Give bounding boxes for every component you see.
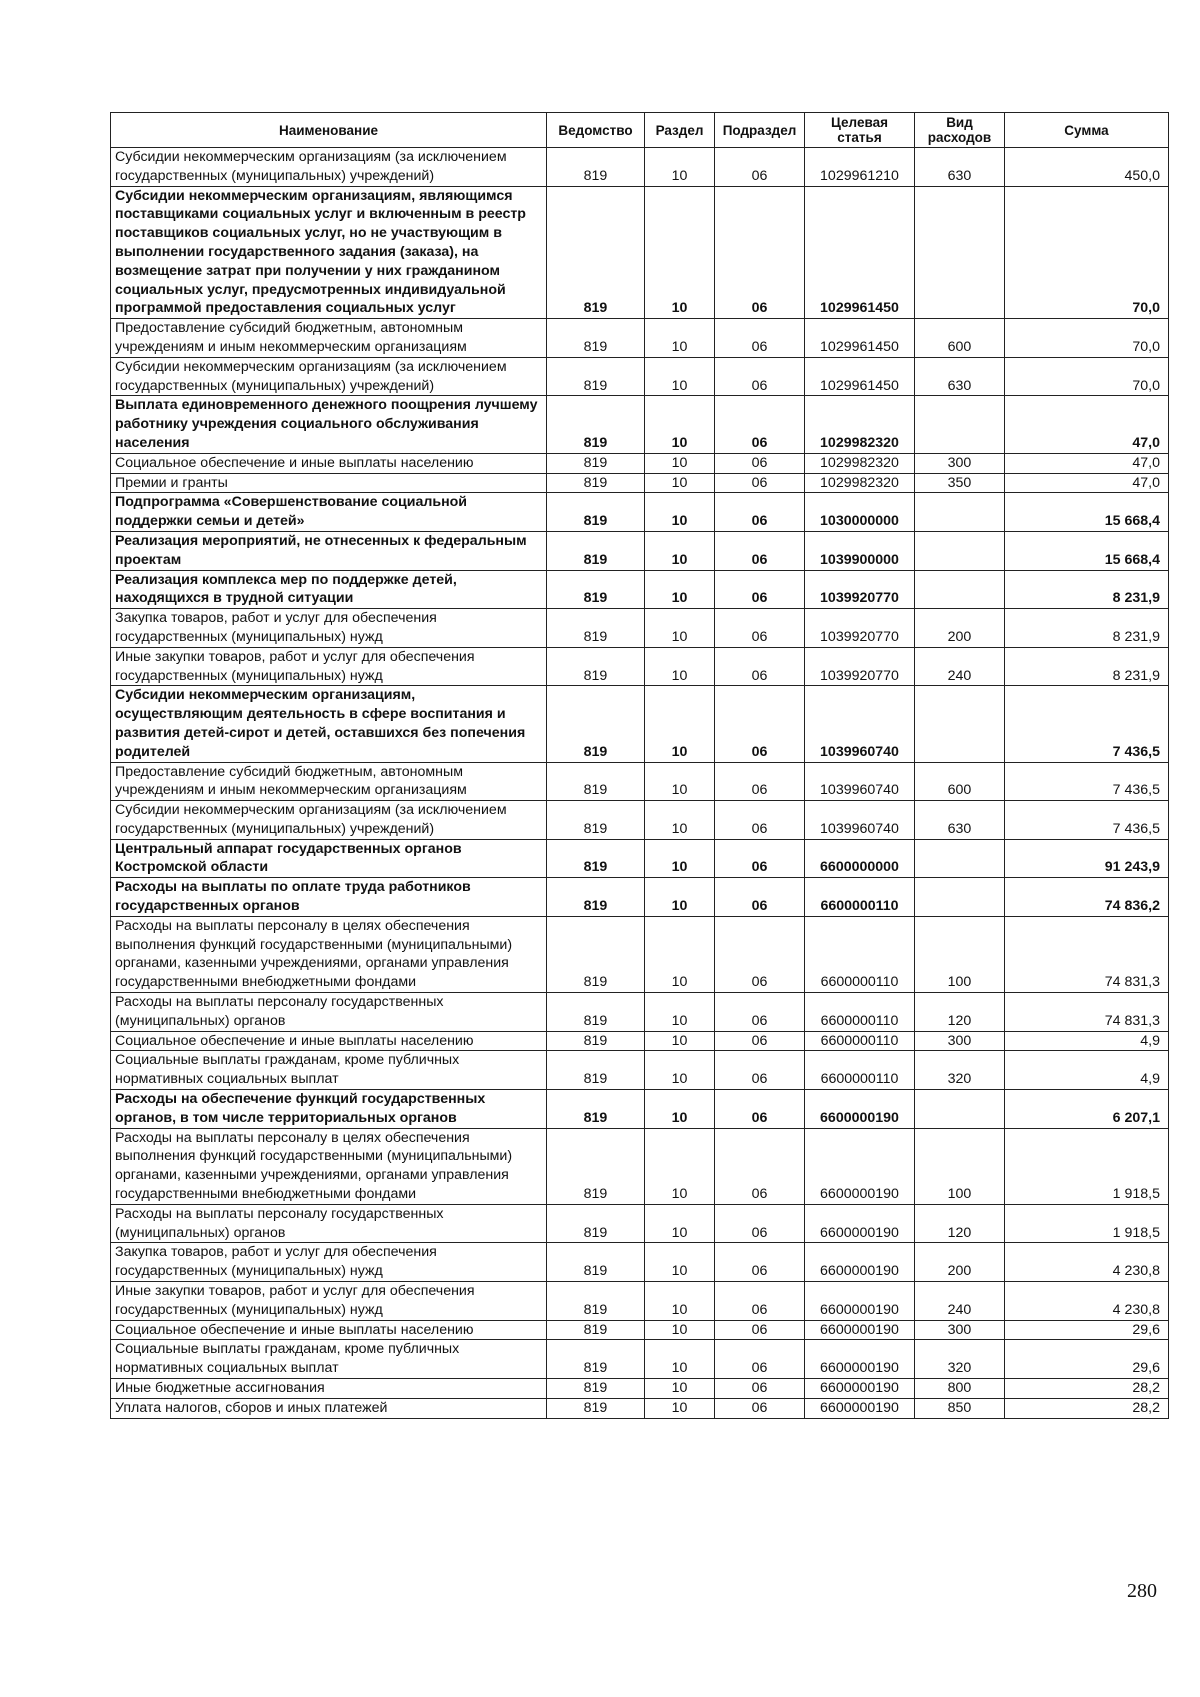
cell-vid-rashodov	[915, 493, 1005, 532]
table-row	[111, 1379, 1169, 1399]
table-row	[111, 531, 1169, 570]
cell-name: Премии и гранты	[111, 473, 547, 493]
cell-vid-rashodov	[915, 186, 1005, 319]
cell-razdel: 10	[645, 1398, 715, 1418]
cell-name: Социальное обеспечение и иные выплаты населению	[111, 453, 547, 473]
cell-vid-rashodov: 300	[915, 1031, 1005, 1051]
table-row	[111, 1031, 1169, 1051]
cell-celevaya-statya: 1029961450	[805, 357, 915, 396]
cell-vedomstvo: 819	[547, 1128, 645, 1204]
cell-name: Иные бюджетные ассигнования	[111, 1379, 547, 1399]
cell-name: Закупка товаров, работ и услуг для обеспечения государственных (муниципальных) нужд	[111, 1243, 547, 1282]
cell-name: Расходы на выплаты персоналу в целях обеспечения выполнения функций государственными (муниципальными) органами, казенными учреждениями, органами управления государственными внебюджетными фондами	[111, 1128, 547, 1204]
cell-name: Социальное обеспечение и иные выплаты населению	[111, 1320, 547, 1340]
cell-name: Субсидии некоммерческим организациям, являющимся поставщиками социальных услуг и включенным в реестр поставщиков социальных услуг, но не участвующим в выполнении государственного задания (заказа), на возмещение затрат при получении у них гражданином социальных услуг, предусмотренных индивидуальной программой предоставления социальных услуг	[111, 186, 547, 319]
cell-vedomstvo: 819	[547, 493, 645, 532]
table-row	[111, 801, 1169, 840]
cell-celevaya-statya: 1039920770	[805, 647, 915, 686]
cell-name: Расходы на выплаты персоналу в целях обеспечения выполнения функций государственными (муниципальными) органами, казенными учреждениями, органами управления государственными внебюджетными фондами	[111, 916, 547, 992]
cell-vedomstvo: 819	[547, 993, 645, 1032]
cell-vid-rashodov: 850	[915, 1398, 1005, 1418]
cell-podrazdel: 06	[715, 1320, 805, 1340]
cell-vid-rashodov: 350	[915, 473, 1005, 493]
cell-summa: 8 231,9	[1005, 647, 1169, 686]
cell-razdel: 10	[645, 1379, 715, 1399]
cell-vedomstvo: 819	[547, 1282, 645, 1321]
cell-vedomstvo: 819	[547, 916, 645, 992]
cell-vid-rashodov	[915, 1090, 1005, 1129]
cell-razdel: 10	[645, 878, 715, 917]
cell-vedomstvo: 819	[547, 186, 645, 319]
table-row	[111, 686, 1169, 762]
cell-razdel: 10	[645, 493, 715, 532]
cell-vid-rashodov	[915, 686, 1005, 762]
cell-celevaya-statya: 6600000190	[805, 1204, 915, 1243]
cell-vid-rashodov: 240	[915, 1282, 1005, 1321]
cell-summa: 70,0	[1005, 319, 1169, 358]
cell-podrazdel: 06	[715, 1051, 805, 1090]
cell-summa: 4 230,8	[1005, 1243, 1169, 1282]
header-vid-rashodov: Вид расходов	[915, 113, 1005, 148]
cell-celevaya-statya: 1039920770	[805, 609, 915, 648]
cell-celevaya-statya: 6600000190	[805, 1243, 915, 1282]
budget-table-container	[110, 112, 1168, 1419]
cell-summa: 74 836,2	[1005, 878, 1169, 917]
page-number: 280	[1127, 1580, 1157, 1602]
cell-razdel: 10	[645, 1090, 715, 1129]
header-celevaya-statya: Целевая статья	[805, 113, 915, 148]
cell-summa: 4 230,8	[1005, 1282, 1169, 1321]
cell-summa: 28,2	[1005, 1398, 1169, 1418]
cell-razdel: 10	[645, 993, 715, 1032]
cell-name: Социальные выплаты гражданам, кроме публичных нормативных социальных выплат	[111, 1340, 547, 1379]
cell-name: Расходы на выплаты персоналу государственных (муниципальных) органов	[111, 993, 547, 1032]
cell-name: Социальное обеспечение и иные выплаты населению	[111, 1031, 547, 1051]
cell-celevaya-statya: 6600000110	[805, 916, 915, 992]
table-row	[111, 570, 1169, 609]
cell-summa: 15 668,4	[1005, 531, 1169, 570]
cell-vedomstvo: 819	[547, 1243, 645, 1282]
cell-podrazdel: 06	[715, 1340, 805, 1379]
cell-vedomstvo: 819	[547, 453, 645, 473]
cell-podrazdel: 06	[715, 493, 805, 532]
cell-vid-rashodov: 800	[915, 1379, 1005, 1399]
table-row	[111, 1128, 1169, 1204]
cell-celevaya-statya: 1030000000	[805, 493, 915, 532]
table-row	[111, 878, 1169, 917]
cell-vid-rashodov: 120	[915, 993, 1005, 1032]
cell-razdel: 10	[645, 1320, 715, 1340]
cell-podrazdel: 06	[715, 357, 805, 396]
cell-summa: 74 831,3	[1005, 993, 1169, 1032]
cell-celevaya-statya: 6600000190	[805, 1320, 915, 1340]
table-row	[111, 357, 1169, 396]
cell-podrazdel: 06	[715, 762, 805, 801]
cell-celevaya-statya: 6600000110	[805, 878, 915, 917]
cell-celevaya-statya: 1039960740	[805, 801, 915, 840]
table-row	[111, 1243, 1169, 1282]
cell-vedomstvo: 819	[547, 839, 645, 878]
cell-vid-rashodov	[915, 396, 1005, 453]
cell-name: Выплата единовременного денежного поощрения лучшему работнику учреждения социального обслуживания населения	[111, 396, 547, 453]
cell-razdel: 10	[645, 1282, 715, 1321]
cell-razdel: 10	[645, 473, 715, 493]
table-row	[111, 453, 1169, 473]
cell-summa: 6 207,1	[1005, 1090, 1169, 1129]
cell-podrazdel: 06	[715, 453, 805, 473]
cell-vedomstvo: 819	[547, 1398, 645, 1418]
cell-razdel: 10	[645, 186, 715, 319]
cell-celevaya-statya: 1029982320	[805, 473, 915, 493]
cell-vedomstvo: 819	[547, 1051, 645, 1090]
cell-vid-rashodov: 100	[915, 1128, 1005, 1204]
cell-name: Предоставление субсидий бюджетным, автономным учреждениям и иным некоммерческим организациям	[111, 762, 547, 801]
cell-vedomstvo: 819	[547, 878, 645, 917]
cell-name: Реализация комплекса мер по поддержке детей, находящихся в трудной ситуации	[111, 570, 547, 609]
table-row	[111, 762, 1169, 801]
header-podrazdel: Подраздел	[715, 113, 805, 148]
cell-vid-rashodov: 300	[915, 1320, 1005, 1340]
table-row	[111, 916, 1169, 992]
cell-summa: 450,0	[1005, 148, 1169, 187]
cell-celevaya-statya: 6600000190	[805, 1282, 915, 1321]
cell-summa: 28,2	[1005, 1379, 1169, 1399]
cell-razdel: 10	[645, 839, 715, 878]
cell-name: Закупка товаров, работ и услуг для обеспечения государственных (муниципальных) нужд	[111, 609, 547, 648]
cell-razdel: 10	[645, 531, 715, 570]
cell-razdel: 10	[645, 1031, 715, 1051]
cell-podrazdel: 06	[715, 993, 805, 1032]
cell-podrazdel: 06	[715, 1282, 805, 1321]
table-row	[111, 1340, 1169, 1379]
cell-razdel: 10	[645, 916, 715, 992]
cell-vid-rashodov: 120	[915, 1204, 1005, 1243]
cell-celevaya-statya: 1039960740	[805, 762, 915, 801]
cell-podrazdel: 06	[715, 1031, 805, 1051]
cell-name: Иные закупки товаров, работ и услуг для обеспечения государственных (муниципальных) нужд	[111, 1282, 547, 1321]
cell-razdel: 10	[645, 1128, 715, 1204]
cell-podrazdel: 06	[715, 1398, 805, 1418]
header-summa: Сумма	[1005, 113, 1169, 148]
cell-vid-rashodov: 600	[915, 319, 1005, 358]
cell-razdel: 10	[645, 396, 715, 453]
cell-vid-rashodov	[915, 839, 1005, 878]
cell-vedomstvo: 819	[547, 357, 645, 396]
cell-vedomstvo: 819	[547, 473, 645, 493]
cell-podrazdel: 06	[715, 647, 805, 686]
cell-summa: 47,0	[1005, 396, 1169, 453]
cell-vid-rashodov	[915, 570, 1005, 609]
cell-celevaya-statya: 1029982320	[805, 453, 915, 473]
table-row	[111, 1320, 1169, 1340]
cell-podrazdel: 06	[715, 801, 805, 840]
table-row	[111, 839, 1169, 878]
cell-celevaya-statya: 1029961450	[805, 186, 915, 319]
cell-razdel: 10	[645, 148, 715, 187]
cell-summa: 4,9	[1005, 1031, 1169, 1051]
cell-celevaya-statya: 6600000110	[805, 1051, 915, 1090]
cell-celevaya-statya: 6600000110	[805, 1031, 915, 1051]
cell-summa: 47,0	[1005, 473, 1169, 493]
cell-podrazdel: 06	[715, 1243, 805, 1282]
table-row	[111, 473, 1169, 493]
budget-table	[110, 112, 1169, 1419]
table-row	[111, 1204, 1169, 1243]
cell-podrazdel: 06	[715, 609, 805, 648]
cell-vid-rashodov: 630	[915, 357, 1005, 396]
cell-razdel: 10	[645, 762, 715, 801]
cell-razdel: 10	[645, 686, 715, 762]
cell-celevaya-statya: 1029961450	[805, 319, 915, 358]
cell-vedomstvo: 819	[547, 609, 645, 648]
table-row	[111, 993, 1169, 1032]
cell-summa: 7 436,5	[1005, 686, 1169, 762]
cell-razdel: 10	[645, 609, 715, 648]
cell-podrazdel: 06	[715, 1090, 805, 1129]
cell-name: Расходы на выплаты по оплате труда работников государственных органов	[111, 878, 547, 917]
cell-summa: 1 918,5	[1005, 1128, 1169, 1204]
cell-podrazdel: 06	[715, 1204, 805, 1243]
table-row	[111, 647, 1169, 686]
cell-summa: 8 231,9	[1005, 570, 1169, 609]
cell-summa: 1 918,5	[1005, 1204, 1169, 1243]
cell-celevaya-statya: 6600000190	[805, 1128, 915, 1204]
cell-razdel: 10	[645, 453, 715, 473]
cell-celevaya-statya: 6600000190	[805, 1340, 915, 1379]
cell-summa: 29,6	[1005, 1340, 1169, 1379]
header-name: Наименование	[111, 113, 547, 148]
cell-podrazdel: 06	[715, 319, 805, 358]
table-row	[111, 1090, 1169, 1129]
cell-razdel: 10	[645, 801, 715, 840]
cell-summa: 74 831,3	[1005, 916, 1169, 992]
cell-name: Субсидии некоммерческим организациям, осуществляющим деятельность в сфере воспитания и развития детей-сирот и детей, оставшихся без попечения родителей	[111, 686, 547, 762]
cell-vid-rashodov: 600	[915, 762, 1005, 801]
cell-celevaya-statya: 1039920770	[805, 570, 915, 609]
cell-razdel: 10	[645, 1051, 715, 1090]
cell-vid-rashodov: 320	[915, 1051, 1005, 1090]
cell-summa: 15 668,4	[1005, 493, 1169, 532]
table-row	[111, 148, 1169, 187]
table-row	[111, 609, 1169, 648]
cell-razdel: 10	[645, 1340, 715, 1379]
header-vedomstvo: Ведомство	[547, 113, 645, 148]
cell-summa: 4,9	[1005, 1051, 1169, 1090]
cell-razdel: 10	[645, 570, 715, 609]
cell-vedomstvo: 819	[547, 1379, 645, 1399]
cell-vid-rashodov: 240	[915, 647, 1005, 686]
cell-vedomstvo: 819	[547, 1320, 645, 1340]
table-row	[111, 319, 1169, 358]
cell-vid-rashodov: 200	[915, 609, 1005, 648]
table-row	[111, 1398, 1169, 1418]
cell-vedomstvo: 819	[547, 647, 645, 686]
cell-vid-rashodov	[915, 878, 1005, 917]
cell-name: Центральный аппарат государственных органов Костромской области	[111, 839, 547, 878]
cell-podrazdel: 06	[715, 473, 805, 493]
cell-name: Реализация мероприятий, не отнесенных к федеральным проектам	[111, 531, 547, 570]
cell-summa: 8 231,9	[1005, 609, 1169, 648]
cell-vedomstvo: 819	[547, 1340, 645, 1379]
cell-celevaya-statya: 6600000190	[805, 1398, 915, 1418]
cell-vid-rashodov: 100	[915, 916, 1005, 992]
table-row	[111, 1051, 1169, 1090]
table-header-row	[111, 113, 1169, 148]
cell-vid-rashodov: 200	[915, 1243, 1005, 1282]
cell-celevaya-statya: 6600000000	[805, 839, 915, 878]
table-row	[111, 1282, 1169, 1321]
cell-vedomstvo: 819	[547, 148, 645, 187]
cell-summa: 7 436,5	[1005, 762, 1169, 801]
cell-podrazdel: 06	[715, 878, 805, 917]
cell-vedomstvo: 819	[547, 762, 645, 801]
cell-vid-rashodov: 630	[915, 148, 1005, 187]
table-row	[111, 186, 1169, 319]
cell-celevaya-statya: 1029982320	[805, 396, 915, 453]
cell-vedomstvo: 819	[547, 686, 645, 762]
cell-vid-rashodov	[915, 531, 1005, 570]
cell-celevaya-statya: 6600000190	[805, 1379, 915, 1399]
cell-name: Социальные выплаты гражданам, кроме публичных нормативных социальных выплат	[111, 1051, 547, 1090]
cell-celevaya-statya: 1039900000	[805, 531, 915, 570]
cell-vedomstvo: 819	[547, 1090, 645, 1129]
cell-vedomstvo: 819	[547, 531, 645, 570]
cell-summa: 70,0	[1005, 357, 1169, 396]
table-body	[111, 148, 1169, 1419]
cell-name: Уплата налогов, сборов и иных платежей	[111, 1398, 547, 1418]
cell-vid-rashodov: 630	[915, 801, 1005, 840]
cell-podrazdel: 06	[715, 396, 805, 453]
cell-celevaya-statya: 6600000190	[805, 1090, 915, 1129]
cell-razdel: 10	[645, 1243, 715, 1282]
table-row	[111, 396, 1169, 453]
cell-podrazdel: 06	[715, 916, 805, 992]
cell-celevaya-statya: 6600000110	[805, 993, 915, 1032]
cell-vedomstvo: 819	[547, 801, 645, 840]
cell-name: Субсидии некоммерческим организациям (за исключением государственных (муниципальных) учреждений)	[111, 148, 547, 187]
cell-celevaya-statya: 1039960740	[805, 686, 915, 762]
cell-summa: 47,0	[1005, 453, 1169, 473]
cell-razdel: 10	[645, 647, 715, 686]
cell-vedomstvo: 819	[547, 1031, 645, 1051]
cell-podrazdel: 06	[715, 531, 805, 570]
cell-name: Расходы на обеспечение функций государственных органов, в том числе территориальных органов	[111, 1090, 547, 1129]
cell-podrazdel: 06	[715, 570, 805, 609]
cell-razdel: 10	[645, 357, 715, 396]
cell-podrazdel: 06	[715, 839, 805, 878]
header-razdel: Раздел	[645, 113, 715, 148]
cell-podrazdel: 06	[715, 148, 805, 187]
cell-vedomstvo: 819	[547, 570, 645, 609]
cell-name: Подпрограмма «Совершенствование социальной поддержки семьи и детей»	[111, 493, 547, 532]
cell-summa: 70,0	[1005, 186, 1169, 319]
cell-name: Субсидии некоммерческим организациям (за исключением государственных (муниципальных) учреждений)	[111, 801, 547, 840]
cell-vid-rashodov: 320	[915, 1340, 1005, 1379]
cell-name: Предоставление субсидий бюджетным, автономным учреждениям и иным некоммерческим организациям	[111, 319, 547, 358]
cell-podrazdel: 06	[715, 1128, 805, 1204]
cell-podrazdel: 06	[715, 686, 805, 762]
cell-celevaya-statya: 1029961210	[805, 148, 915, 187]
cell-razdel: 10	[645, 1204, 715, 1243]
cell-name: Расходы на выплаты персоналу государственных (муниципальных) органов	[111, 1204, 547, 1243]
cell-vid-rashodov: 300	[915, 453, 1005, 473]
cell-razdel: 10	[645, 319, 715, 358]
cell-summa: 7 436,5	[1005, 801, 1169, 840]
cell-summa: 29,6	[1005, 1320, 1169, 1340]
cell-podrazdel: 06	[715, 186, 805, 319]
cell-name: Субсидии некоммерческим организациям (за исключением государственных (муниципальных) учреждений)	[111, 357, 547, 396]
table-row	[111, 493, 1169, 532]
cell-podrazdel: 06	[715, 1379, 805, 1399]
cell-name: Иные закупки товаров, работ и услуг для обеспечения государственных (муниципальных) нужд	[111, 647, 547, 686]
cell-vedomstvo: 819	[547, 319, 645, 358]
cell-summa: 91 243,9	[1005, 839, 1169, 878]
cell-vedomstvo: 819	[547, 396, 645, 453]
cell-vedomstvo: 819	[547, 1204, 645, 1243]
